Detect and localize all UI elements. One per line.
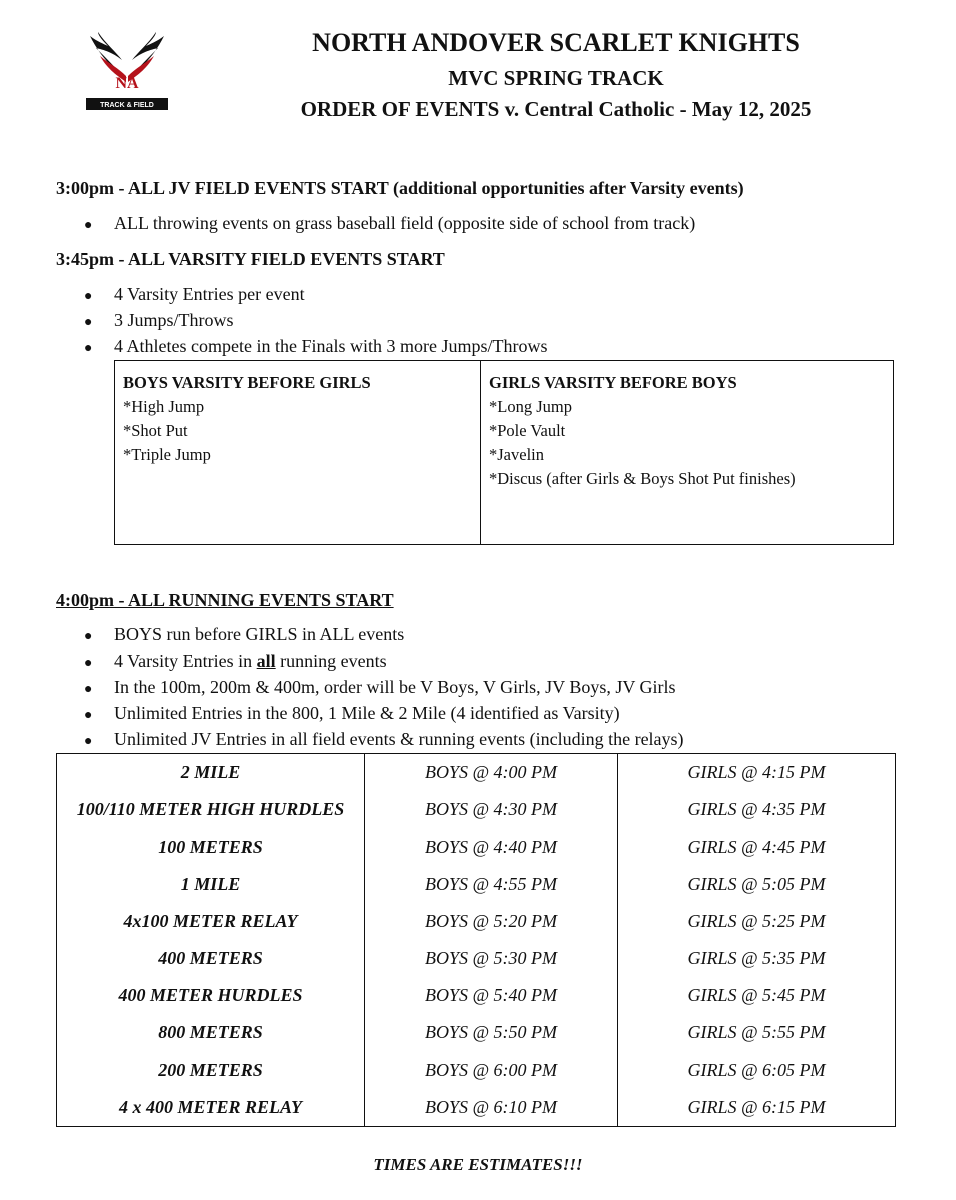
list-item: ● 4 Varsity Entries in all running events [84, 651, 387, 671]
event-name: 400 METERS [158, 948, 263, 969]
list-item: ● BOYS run before GIRLS in ALL events [84, 624, 405, 644]
field-event: *Javelin [489, 445, 544, 464]
team-logo [82, 30, 172, 116]
footer-note: TIMES ARE ESTIMATES!!! [373, 1155, 583, 1174]
field-event: *Discus (after Girls & Boys Shot Put finishes) [489, 469, 796, 488]
table-row [57, 1014, 896, 1051]
girls-time: GIRLS @ 5:25 PM [618, 903, 896, 940]
girls-time: GIRLS @ 4:35 PM [618, 791, 896, 828]
jv-field-heading: 3:00pm - ALL JV FIELD EVENTS START (additional opportunities after Varsity events) [56, 178, 744, 198]
event-name: 4x100 METER RELAY [123, 910, 298, 931]
list-item: ● ALL throwing events on grass baseball field (opposite side of school from track) [84, 213, 696, 233]
list-item: ● 4 Varsity Entries per event [84, 284, 305, 304]
table-row [57, 940, 896, 977]
girls-time: GIRLS @ 5:55 PM [618, 1014, 896, 1051]
boys-time: BOYS @ 6:00 PM [365, 1052, 618, 1089]
table-row [57, 903, 896, 940]
page-title: NORTH ANDOVER SCARLET KNIGHTS [312, 28, 800, 57]
logo-initials: NA [115, 75, 139, 92]
logo-caption: TRACK & FIELD [100, 102, 154, 109]
table-row [57, 1089, 896, 1127]
bullet-icon: ● [84, 315, 93, 330]
emphasis-all: all [256, 651, 276, 671]
event-name: 1 MILE [180, 873, 241, 894]
list-item: ● In the 100m, 200m & 400m, order will be V Boys, V Girls, JV Boys, JV Girls [84, 677, 676, 697]
boys-time: BOYS @ 4:00 PM [365, 754, 618, 792]
boys-time: BOYS @ 4:55 PM [365, 866, 618, 903]
table-row [57, 828, 896, 865]
bullet-icon: ● [84, 734, 93, 749]
girls-time: GIRLS @ 4:15 PM [618, 754, 896, 792]
boys-time: BOYS @ 4:30 PM [365, 791, 618, 828]
boys-time: BOYS @ 5:20 PM [365, 903, 618, 940]
girls-varsity-column [481, 361, 893, 544]
event-name: 100/110 METER HIGH HURDLES [76, 799, 345, 820]
girls-varsity-heading: GIRLS VARSITY BEFORE BOYS [489, 373, 737, 392]
event-name: 200 METERS [158, 1059, 263, 1080]
bullet-icon: ● [84, 708, 93, 723]
field-event: *Pole Vault [489, 421, 566, 440]
page-subtitle: MVC SPRING TRACK [448, 66, 664, 90]
table-row [57, 866, 896, 903]
list-item: ● Unlimited Entries in the 800, 1 Mile & 2 Mile (4 identified as Varsity) [84, 703, 620, 723]
girls-time: GIRLS @ 5:35 PM [618, 940, 896, 977]
boys-varsity-column [115, 361, 481, 544]
list-item: ● Unlimited JV Entries in all field events & running events (including the relays) [84, 729, 684, 749]
event-line: ORDER OF EVENTS v. Central Catholic - May 12, 2025 [300, 97, 812, 121]
event-name: 800 METERS [158, 1022, 263, 1043]
girls-time: GIRLS @ 5:45 PM [618, 977, 896, 1014]
bullet-icon: ● [84, 656, 93, 671]
bullet-icon: ● [84, 682, 93, 697]
bullet-icon: ● [84, 218, 93, 233]
field-event: *Long Jump [489, 397, 572, 416]
field-event: *Shot Put [123, 421, 188, 440]
running-schedule-table [56, 753, 896, 1127]
table-row [57, 791, 896, 828]
varsity-order-table [114, 360, 894, 545]
bullet-icon: ● [84, 341, 93, 356]
girls-time: GIRLS @ 6:15 PM [618, 1089, 896, 1127]
event-name: 100 METERS [158, 836, 263, 857]
table-row [57, 754, 896, 792]
boys-time: BOYS @ 5:30 PM [365, 940, 618, 977]
list-item: ● 4 Athletes compete in the Finals with 3 more Jumps/Throws [84, 336, 548, 356]
boys-time: BOYS @ 6:10 PM [365, 1089, 618, 1127]
boys-time: BOYS @ 4:40 PM [365, 828, 618, 865]
field-event: *Triple Jump [123, 445, 211, 464]
event-name: 400 METER HURDLES [118, 985, 303, 1006]
field-event: *High Jump [123, 397, 205, 416]
boys-time: BOYS @ 5:40 PM [365, 977, 618, 1014]
boys-varsity-heading: BOYS VARSITY BEFORE GIRLS [123, 373, 371, 392]
girls-time: GIRLS @ 6:05 PM [618, 1052, 896, 1089]
table-row [57, 977, 896, 1014]
bullet-icon: ● [84, 629, 93, 644]
varsity-field-heading: 3:45pm - ALL VARSITY FIELD EVENTS START [56, 249, 445, 269]
table-row [57, 1052, 896, 1089]
running-heading: 4:00pm - ALL RUNNING EVENTS START [56, 590, 394, 610]
event-name: 2 MILE [180, 762, 241, 783]
list-item: ● 3 Jumps/Throws [84, 310, 234, 330]
event-name: 4 x 400 METER RELAY [118, 1096, 303, 1117]
girls-time: GIRLS @ 4:45 PM [618, 828, 896, 865]
boys-time: BOYS @ 5:50 PM [365, 1014, 618, 1051]
bullet-icon: ● [84, 289, 93, 304]
girls-time: GIRLS @ 5:05 PM [618, 866, 896, 903]
